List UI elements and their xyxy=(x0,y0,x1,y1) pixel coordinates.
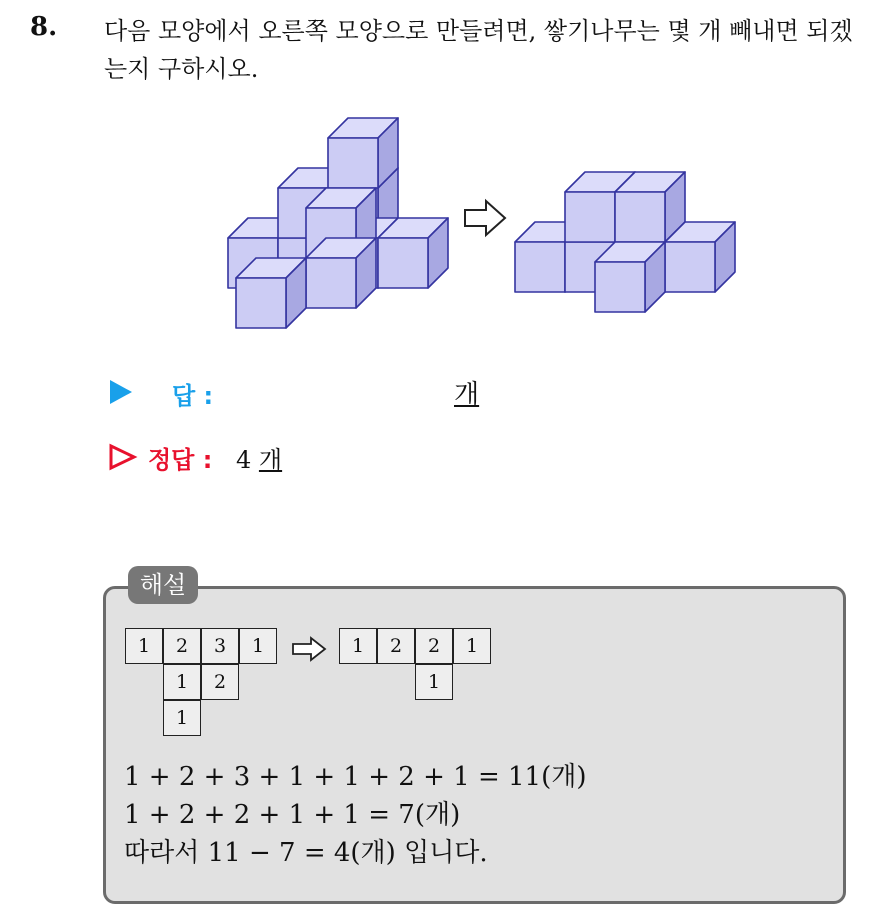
left-grid-cell: 1 xyxy=(125,628,163,664)
answer-arrow-icon xyxy=(110,380,132,404)
answer-unit: 개 xyxy=(454,380,480,410)
correct-answer-unit: 개 xyxy=(258,446,283,474)
solution-line-2: 1 + 2 + 2 + 1 + 1 = 7(개) xyxy=(124,800,461,830)
right-cube-7 xyxy=(595,242,665,312)
question-text: 다음 모양에서 오른쪽 모양으로 만들려면, 쌓기나무는 몇 개 빼내면 되겠는지 구하시오. xyxy=(104,17,853,83)
left-grid-cell: 1 xyxy=(163,700,201,736)
left-grid-cell: 2 xyxy=(163,628,201,664)
correct-arrow-icon xyxy=(108,443,138,471)
solution-tag: 해설 xyxy=(128,566,198,604)
left-cube-10 xyxy=(236,258,306,328)
left-grid-cell: 2 xyxy=(201,664,239,700)
correct-answer-value: 4 xyxy=(236,446,252,474)
answer-label: 답 : xyxy=(172,382,214,410)
right-cube-6 xyxy=(665,222,735,292)
solution-arrow-icon xyxy=(291,636,327,662)
solution-line-1: 1 + 2 + 3 + 1 + 1 + 2 + 1 = 11(개) xyxy=(124,762,587,792)
left-grid-cell: 1 xyxy=(163,664,201,700)
right-grid-cell: 2 xyxy=(415,628,453,664)
correct-answer xyxy=(236,440,282,475)
left-cube-5 xyxy=(328,118,398,188)
correct-label: 정답 : xyxy=(148,446,213,474)
left-grid-cell: 3 xyxy=(201,628,239,664)
transform-arrow-icon xyxy=(465,201,505,235)
left-cube-7 xyxy=(378,218,448,288)
left-grid-cell: 1 xyxy=(239,628,277,664)
right-grid-cell: 1 xyxy=(415,664,453,700)
right-cube-stack xyxy=(515,172,735,312)
right-grid-cell: 2 xyxy=(377,628,415,664)
question-number: 8. xyxy=(30,12,58,42)
left-cube-stack xyxy=(228,118,448,328)
solution-line-3: 따라서 11 − 7 = 4(개) 입니다. xyxy=(124,838,488,868)
cube-figure xyxy=(0,0,884,360)
right-grid-cell: 1 xyxy=(339,628,377,664)
right-grid-cell: 1 xyxy=(453,628,491,664)
left-cube-9 xyxy=(306,238,376,308)
